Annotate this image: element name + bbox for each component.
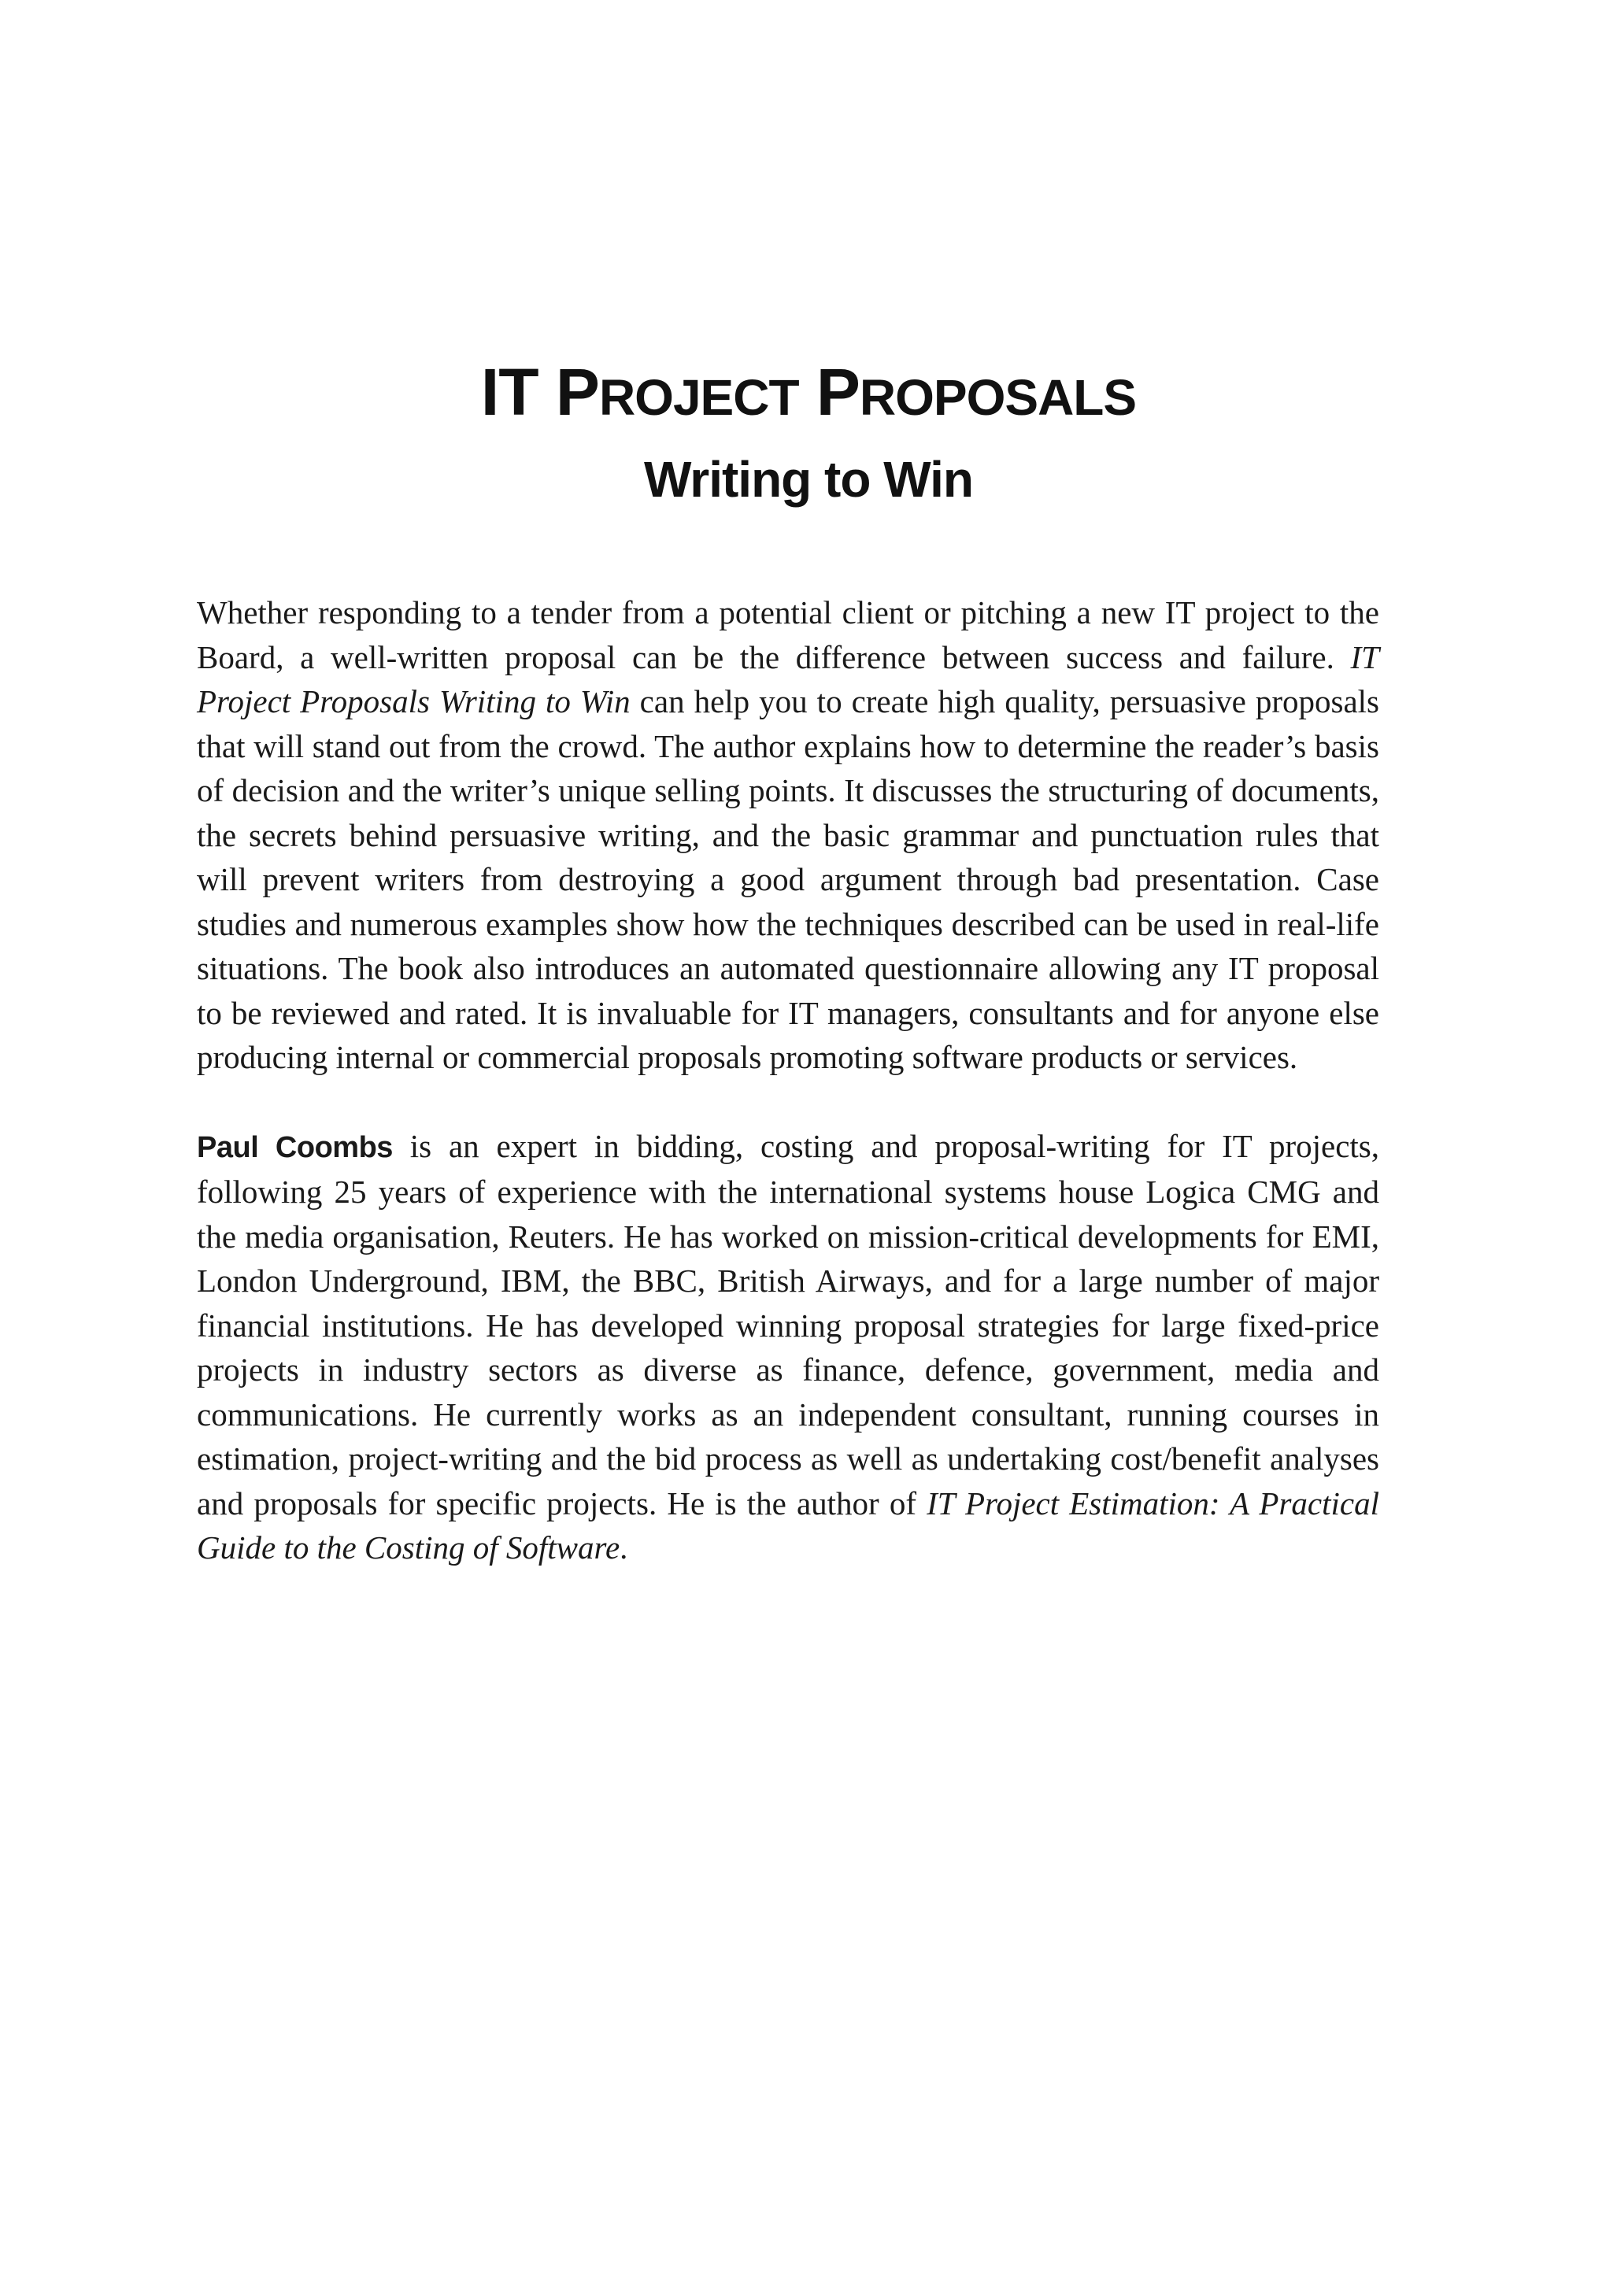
body-text	[197, 590, 1379, 1570]
page-subtitle: Writing to Win	[644, 451, 973, 508]
title-block	[0, 353, 1617, 517]
book-title-italic: IT Project Proposals Writing to Win	[197, 638, 1379, 719]
other-book-title-italic: IT Project Estimation: A Practical Guide to the Costing of Software	[197, 1484, 1379, 1566]
description-paragraph: Whether responding to a tender from a potential client or pitching a new IT project to the Board, a well-written proposal can be the difference between success and failure. IT Project Proposals Writing to Win can help you to create high quality, persuasive proposals that will stand out from the crowd. The author explains how to determine the reader’s basis of decision and the writer’s unique selling points. It discusses the structuring of documents, the secrets behind persuasive writing, and the basic grammar and punctuation rules that will prevent writers from destroying a good argument through bad presentation. Case studies and numerous examples show how the techniques described can be used in real-life situations. The book also introduces an automated questionnaire allowing any IT proposal to be reviewed and rated. It is invaluable for IT managers, consultants and for anyone else producing internal or commercial proposals promoting software products or services.	[197, 594, 1379, 1075]
page-title: IT PROJECT PROPOSALS	[480, 355, 1137, 429]
author-name: Paul Coombs	[197, 1130, 393, 1164]
author-bio-paragraph: Paul Coombs is an expert in bidding, costing and proposal-writing for IT projects, following 25 years of experience with the international systems house Logica CMG and the media organisation, Reuters. He has worked on mission-critical developments for EMI, London Underground, IBM, the BBC, British Airways, and for a large number of major financial institutions. He has developed winning proposal strategies for large fixed-price projects in industry sectors as diverse as finance, defence, government, media and communications. He currently works as an independent consultant, running courses in estimation, project-writing and the bid process as well as undertaking cost/benefit analyses and proposals for specific projects. He is the author of IT Project Estimation: A Practical Guide to the Costing of Software.	[197, 1127, 1379, 1566]
